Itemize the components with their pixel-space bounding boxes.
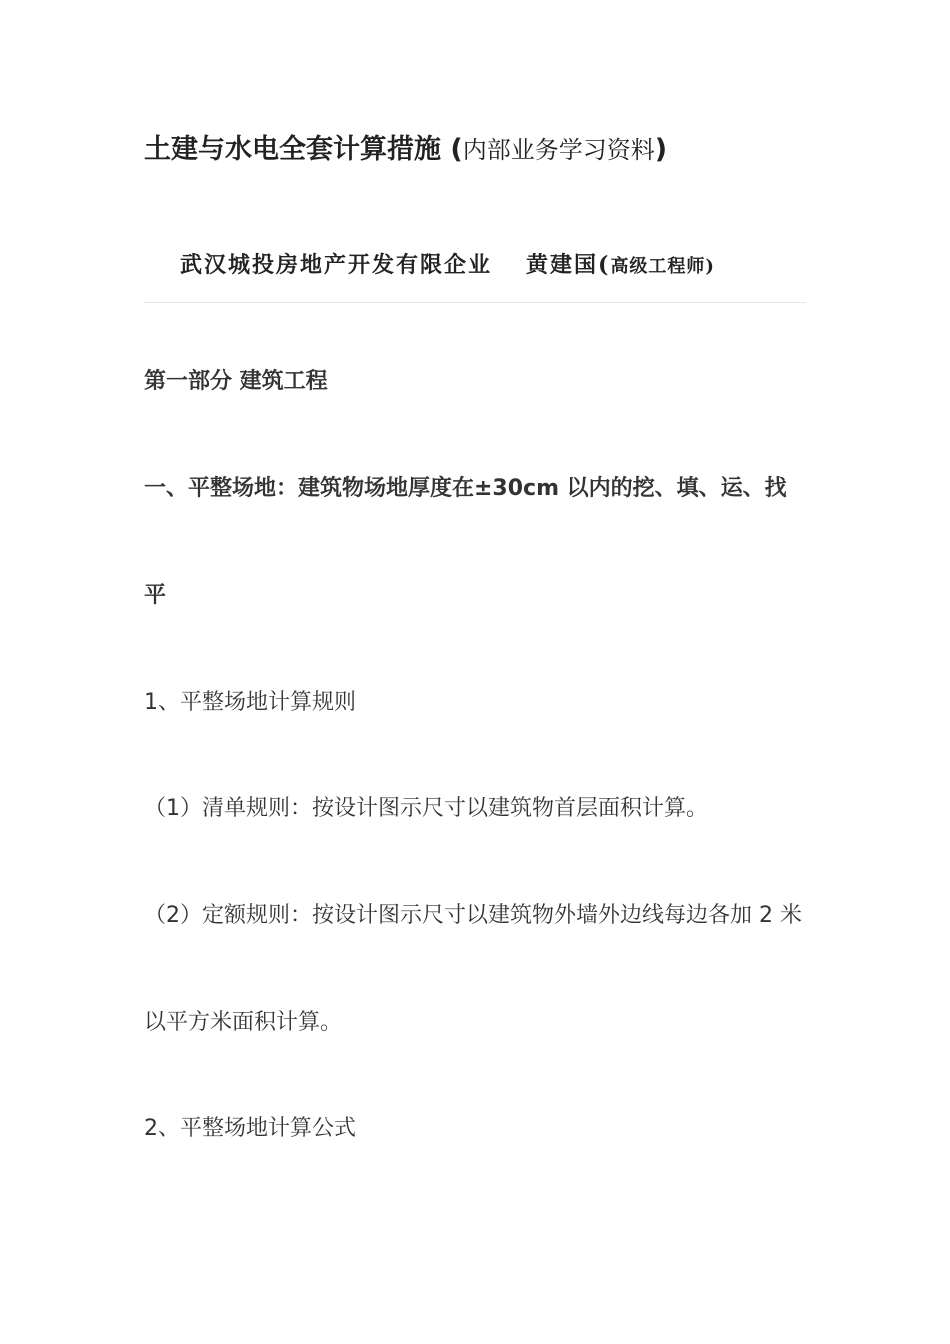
rule-list-item-2-line2: 以平方米面积计算。 [144, 1010, 343, 1035]
author-line [180, 250, 715, 282]
title-subtitle: 内部业务学习资料 [462, 136, 655, 164]
title-paren-close: ) [654, 134, 668, 165]
document-title [144, 135, 667, 165]
section-heading-line2: 平 [144, 583, 167, 608]
author-title: 高级工程师) [610, 256, 715, 277]
section-heading-line1: 一、平整场地：建筑物场地厚度在±30cm 以内的挖、填、运、找 [144, 476, 787, 501]
rule-list-item-2-line1: （2）定额规则：按设计图示尺寸以建筑物外墙外边线每边各加 2 米 [144, 903, 802, 928]
part-heading: 第一部分 建筑工程 [144, 369, 328, 394]
subheading-formula: 2、平整场地计算公式 [144, 1116, 356, 1141]
subheading-rules: 1、平整场地计算规则 [144, 690, 356, 715]
author-name: 黄建国( [526, 252, 611, 278]
author-company: 武汉城投房地产开发有限企业 [180, 252, 493, 278]
title-paren-open: ( [441, 134, 463, 165]
rule-list-item-1: （1）清单规则：按设计图示尺寸以建筑物首层面积计算。 [144, 796, 708, 821]
header-divider [144, 302, 806, 303]
title-main: 土建与水电全套计算措施 [144, 134, 441, 165]
